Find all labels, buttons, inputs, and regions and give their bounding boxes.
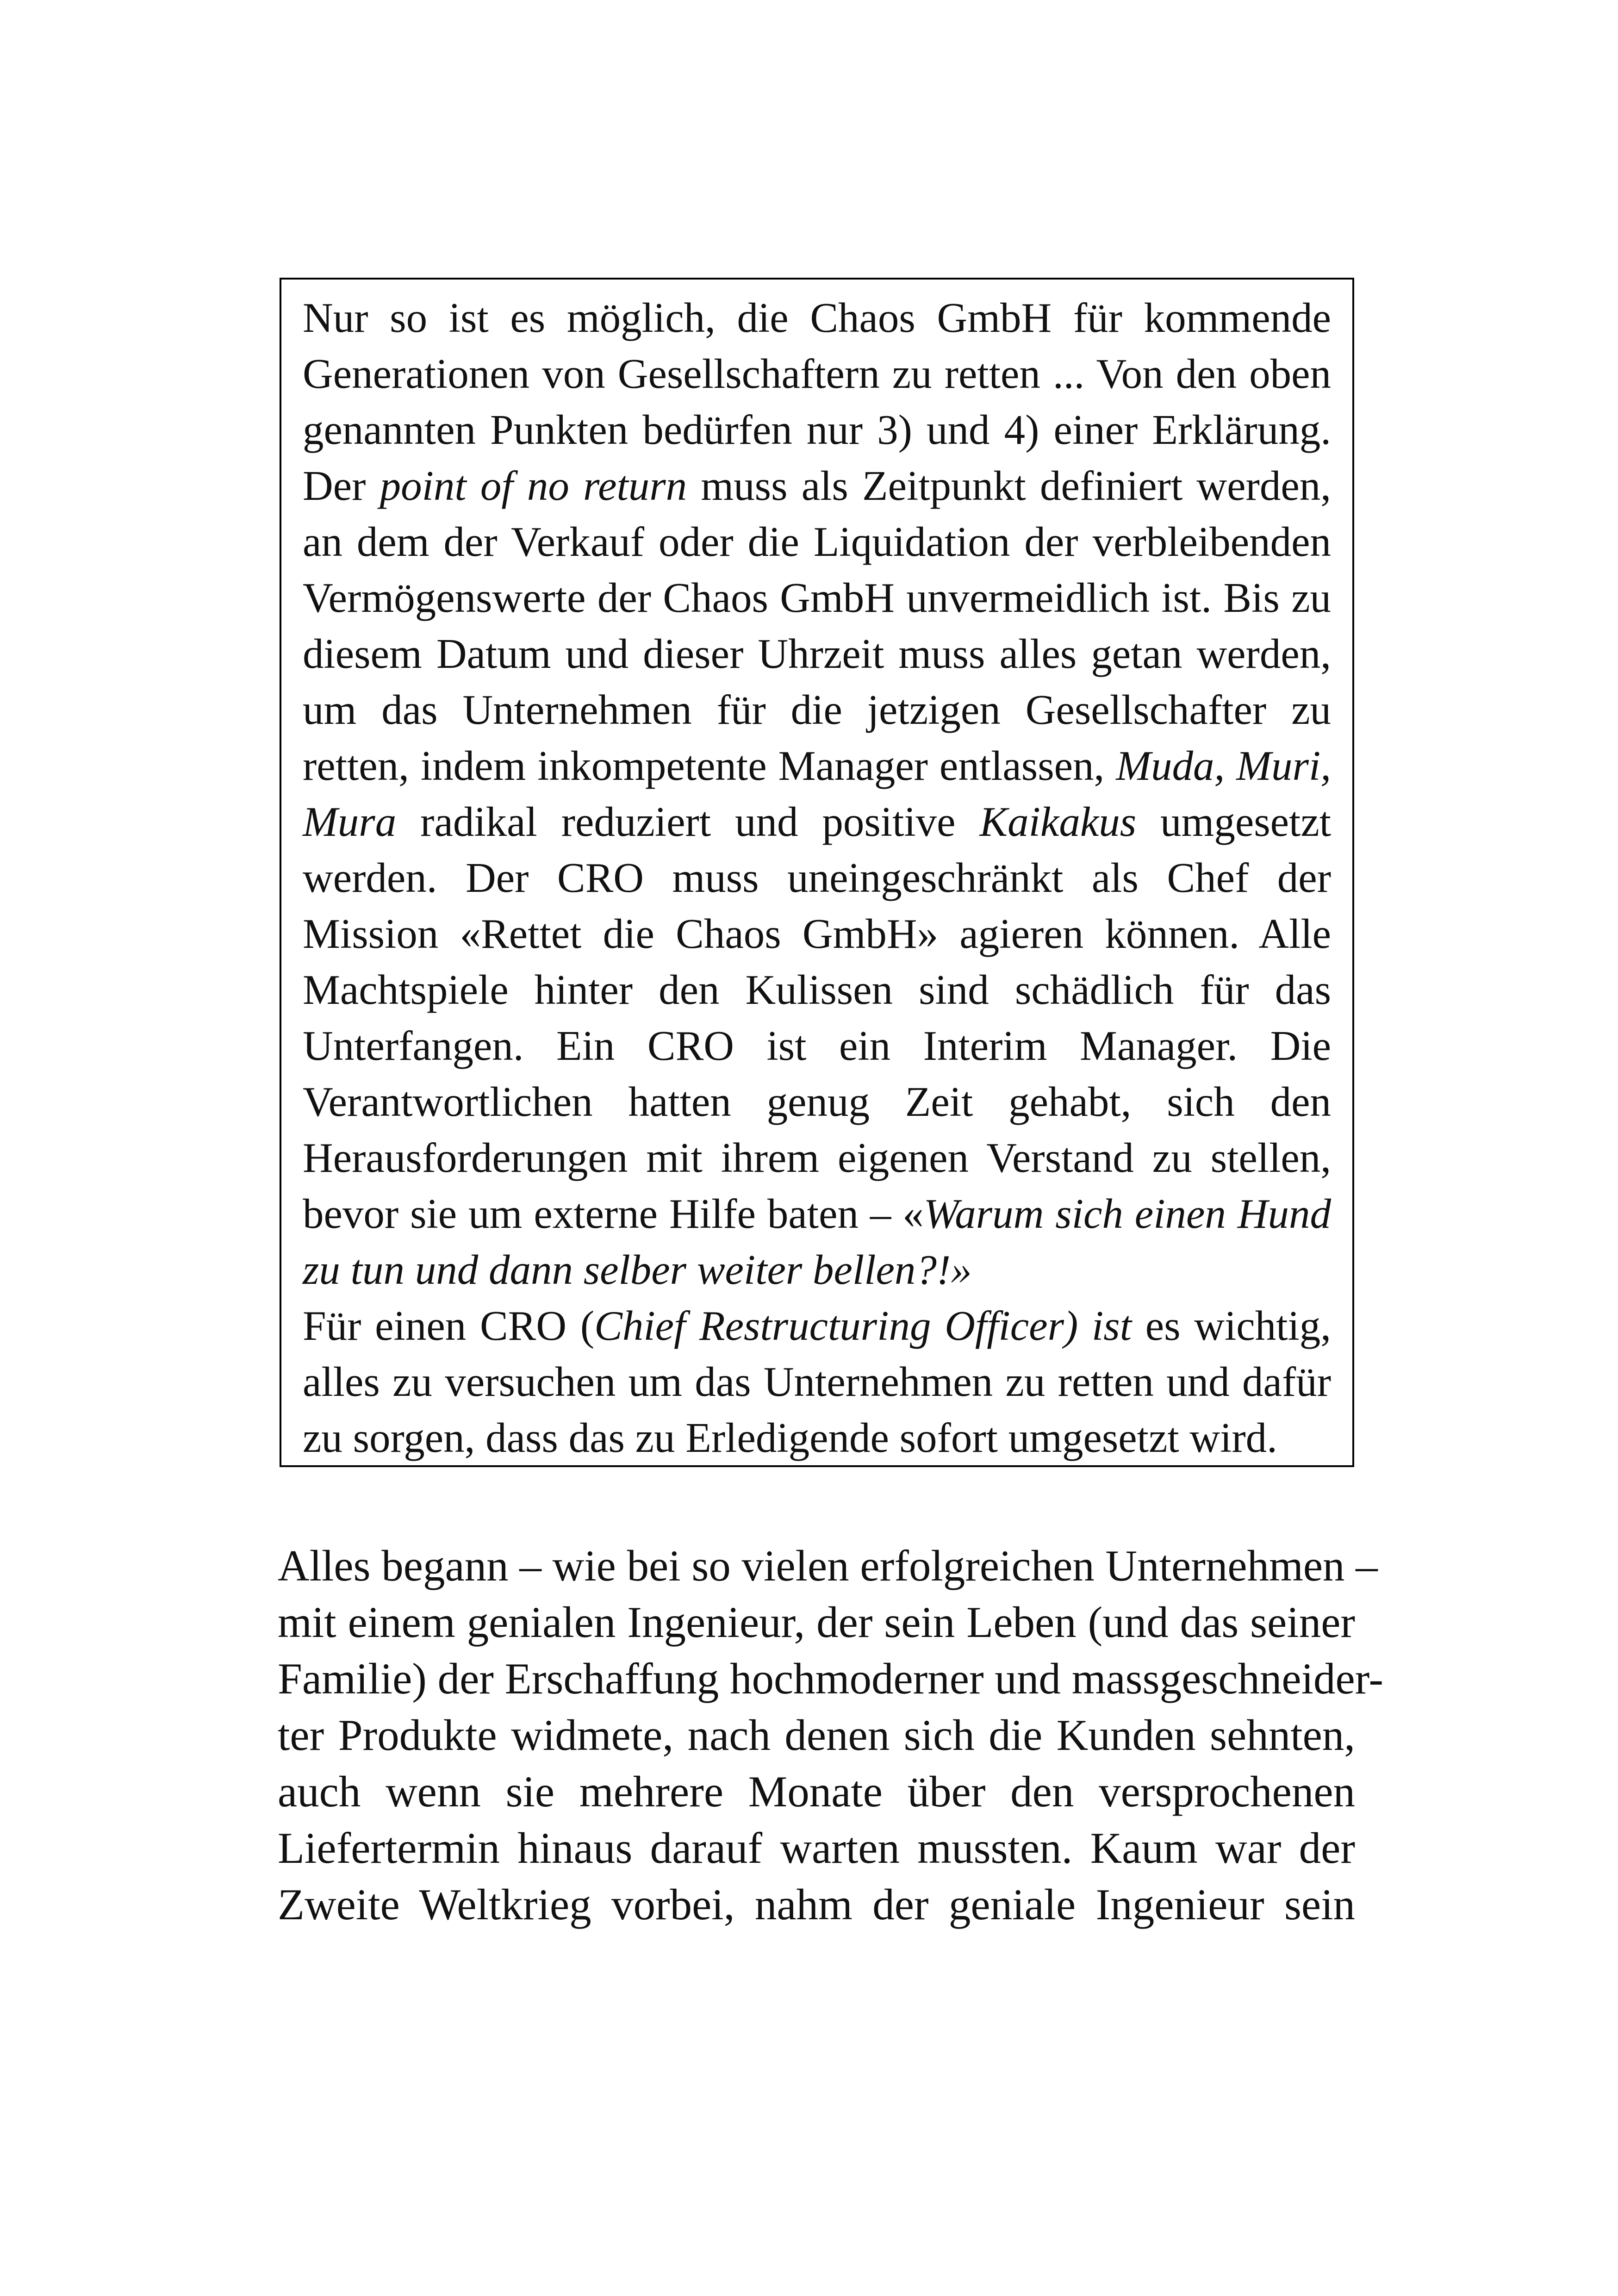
box-line: um das Unternehmen für die jetzigen Gesellschafter zu <box>303 686 1331 733</box>
box-line: Machtspiele hinter den Kulissen sind schädlich für das <box>303 966 1331 1013</box>
boxed-text-frame <box>280 278 1354 1467</box>
body-line: Zweite Weltkrieg vorbei, nahm der geniale Ingenieur sein <box>278 1880 1355 1929</box>
italic-term: Mura <box>303 798 397 845</box>
italic-term: Chief Restructuring Officer) ist <box>594 1302 1132 1349</box>
box-line: genannten Punkten bedürfen nur 3) und 4) einer Erklärung. <box>303 406 1331 453</box>
box-line: diesem Datum und dieser Uhrzeit muss alles getan werden, <box>303 630 1331 677</box>
box-line: alles zu versuchen um das Unternehmen zu retten und dafür <box>303 1358 1331 1405</box>
box-line: Mission «Rettet die Chaos GmbH» agieren können. Alle <box>303 910 1331 957</box>
box-line: zu sorgen, dass das zu Erledigende sofort umgesetzt wird. <box>303 1414 1277 1461</box>
box-line: Für einen CRO (Chief Restructuring Officer) ist es wichtig, <box>303 1302 1332 1349</box>
box-line <box>303 1242 1331 1298</box>
italic-quote: zu tun und dann selber weiter bellen?!» <box>303 1246 972 1293</box>
box-line: Herausforderungen mit ihrem eigenen Verstand zu stellen, <box>303 1134 1331 1181</box>
body-line: auch wenn sie mehrere Monate über den versprochenen <box>278 1767 1355 1816</box>
box-line: an dem der Verkauf oder die Liquidation der verbleibenden <box>303 518 1331 565</box>
box-line: Der point of no return muss als Zeitpunkt definiert werden, <box>303 462 1331 509</box>
body-line: mit einem genialen Ingenieur, der sein Leben (und das seiner <box>278 1598 1355 1647</box>
italic-term: point of no return <box>380 462 687 509</box>
body-line: Liefertermin hinaus darauf warten mussten. Kaum war der <box>278 1823 1355 1873</box>
box-line: bevor sie um externe Hilfe baten – «Warum sich einen Hund <box>303 1190 1332 1237</box>
box-line: Vermögenswerte der Chaos GmbH unvermeidlich ist. Bis zu <box>303 574 1331 621</box>
box-line: Generationen von Gesellschaftern zu retten ... Von den oben <box>303 350 1331 397</box>
box-line: Verantwortlichen hatten genug Zeit gehabt, sich den <box>303 1078 1331 1125</box>
body-paragraph <box>278 1537 1384 1933</box>
box-line: werden. Der CRO muss uneingeschränkt als Chef der <box>303 854 1331 901</box>
body-line: ter Produkte widmete, nach denen sich die Kunden sehnten, <box>278 1711 1355 1760</box>
box-line: Nur so ist es möglich, die Chaos GmbH für kommende <box>303 294 1331 341</box>
italic-quote: Warum sich einen Hund <box>923 1190 1332 1237</box>
box-line: retten, indem inkompetente Manager entlassen, Muda, Muri, <box>303 742 1331 789</box>
box-line: Mura radikal reduziert und positive Kaikakus umgesetzt <box>303 798 1331 845</box>
body-line: Alles begann – wie bei so vielen erfolgreichen Unternehmen – <box>278 1541 1378 1590</box>
italic-term: Kaikakus <box>979 798 1137 845</box>
box-line: Unterfangen. Ein CRO ist ein Interim Manager. Die <box>303 1022 1331 1069</box>
body-line: Familie) der Erschaffung hochmoderner und massgeschneider- <box>278 1654 1384 1703</box>
italic-term: Muda, Muri, <box>1116 742 1331 789</box>
